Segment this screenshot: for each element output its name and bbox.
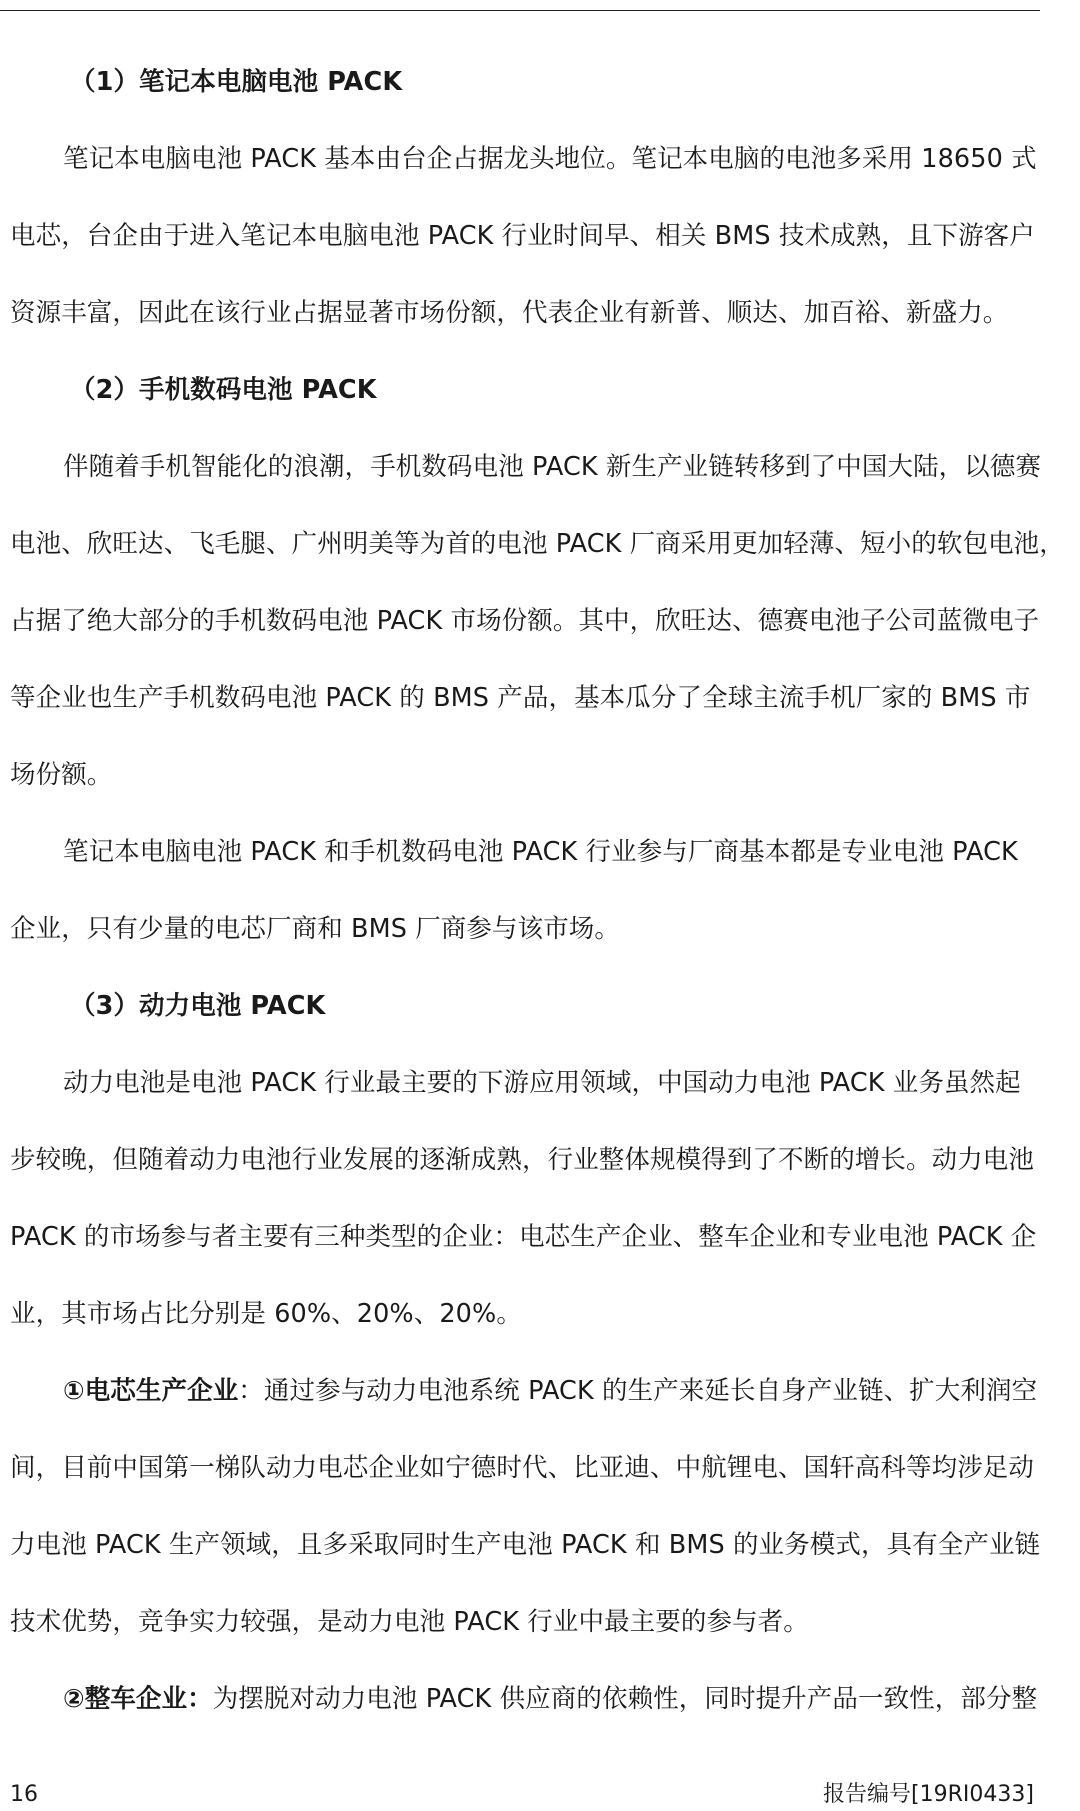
page-number: 16: [10, 1782, 38, 1807]
paragraph-line: 笔记本电脑电池 PACK 基本由台企占据龙头地位。笔记本电脑的电池多采用 18650 式: [63, 144, 1037, 174]
paragraph-line: 技术优势，竞争实力较强，是动力电池 PACK 行业中最主要的参与者。: [10, 1607, 809, 1637]
item-text: ：通过参与动力电池系统 PACK 的生产来延长自身产业链、扩大利润空: [238, 1376, 1038, 1406]
item-label: ②整车企业：: [63, 1684, 213, 1714]
paragraph-line: 资源丰富，因此在该行业占据显著市场份额，代表企业有新普、顺达、加百裕、新盛力。: [10, 298, 1009, 328]
header-rule: [0, 10, 1040, 11]
document-body: [10, 58, 1065, 1752]
item-text: 为摆脱对动力电池 PACK 供应商的依赖性，同时提升产品一致性，部分整: [212, 1684, 1038, 1714]
list-item-cell-makers: [10, 1367, 1040, 1444]
paragraph-line: 伴随着手机智能化的浪潮，手机数码电池 PACK 新生产业链转移到了中国大陆，以德赛: [63, 452, 1042, 482]
paragraph-line: 电芯，台企由于进入笔记本电脑电池 PACK 行业时间早、相关 BMS 技术成熟，且下游客户: [10, 221, 1035, 251]
paragraph-line: 场份额。: [10, 760, 113, 790]
paragraph-line: 间，目前中国第一梯队动力电芯企业如宁德时代、比亚迪、中航锂电、国轩高科等均涉足动: [10, 1453, 1035, 1483]
paragraph-line: 等企业也生产手机数码电池 PACK 的 BMS 产品，基本瓜分了全球主流手机厂家的 BMS 市: [10, 683, 1031, 713]
section-heading-phone-battery: （2）手机数码电池 PACK: [70, 375, 377, 405]
paragraph-line: PACK 的市场参与者主要有三种类型的企业：电芯生产企业、整车企业和专业电池 PACK 企: [10, 1222, 1037, 1252]
section-heading-power-battery: （3）动力电池 PACK: [70, 991, 326, 1021]
paragraph-line: 笔记本电脑电池 PACK 和手机数码电池 PACK 行业参与厂商基本都是专业电池 PACK: [63, 837, 1018, 867]
paragraph-line: 步较晚，但随着动力电池行业发展的逐渐成熟，行业整体规模得到了不断的增长。动力电池: [10, 1145, 1035, 1175]
paragraph-line: 电池、欣旺达、飞毛腿、广州明美等为首的电池 PACK 厂商采用更加轻薄、短小的软包电池，: [10, 529, 1065, 559]
section-heading-laptop-battery: （1）笔记本电脑电池 PACK: [70, 67, 403, 97]
list-item-vehicle-makers: [10, 1675, 1040, 1752]
item-label: ①电芯生产企业: [63, 1376, 239, 1406]
paragraph-line: 动力电池是电池 PACK 行业最主要的下游应用领域，中国动力电池 PACK 业务虽然起: [63, 1068, 1021, 1098]
paragraph-line: 力电池 PACK 生产领域，且多采取同时生产电池 PACK 和 BMS 的业务模式，具有全产业链: [10, 1530, 1041, 1560]
paragraph-line: 企业，只有少量的电芯厂商和 BMS 厂商参与该市场。: [10, 914, 620, 944]
paragraph-line: 占据了绝大部分的手机数码电池 PACK 市场份额。其中，欣旺达、德赛电池子公司蓝微电子: [10, 606, 1040, 636]
paragraph-line: 业，其市场占比分别是 60%、20%、20%。: [10, 1299, 522, 1329]
report-id: 报告编号[19RI0433]: [823, 1782, 1034, 1807]
